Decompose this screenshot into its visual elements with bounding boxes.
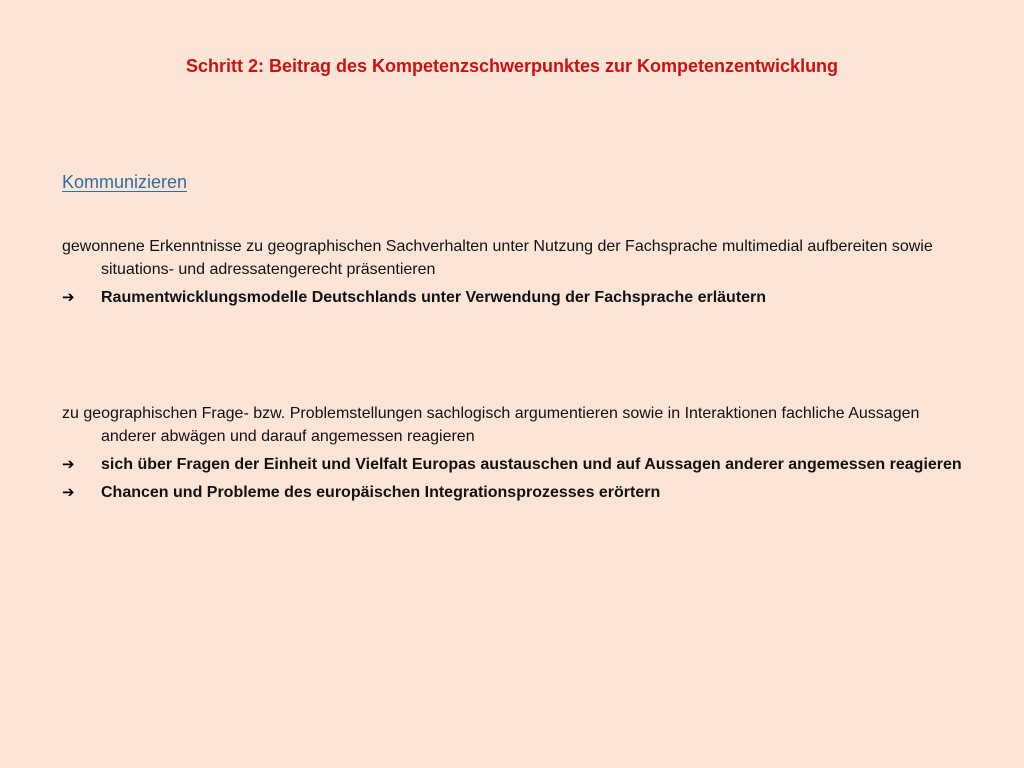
- competence-block: [62, 235, 962, 309]
- competence-text: zu geographischen Frage- bzw. Problemstellungen sachlogisch argumentieren sowie in Interaktionen fachliche Aussagen anderer abwägen und darauf angemessen reagieren: [62, 405, 920, 445]
- arrow-right-icon: ➔: [62, 484, 75, 501]
- bullet-text: sich über Fragen der Einheit und Vielfalt Europas austauschen und auf Aussagen anderer angemessen reagieren: [101, 456, 962, 473]
- bullet-item: [62, 286, 962, 309]
- competence-block: [62, 402, 962, 504]
- arrow-right-icon: ➔: [62, 289, 75, 306]
- section-heading-kommunizieren[interactable]: Kommunizieren: [62, 172, 188, 192]
- bullet-item: [62, 453, 962, 476]
- arrow-right-icon: ➔: [62, 456, 75, 473]
- competence-text: gewonnene Erkenntnisse zu geographischen Sachverhalten unter Nutzung der Fachsprache multimedial aufbereiten sowie situations- und adressatengerecht präsentieren: [62, 238, 933, 278]
- bullet-item: [62, 481, 962, 504]
- bullet-text: Raumentwicklungsmodelle Deutschlands unter Verwendung der Fachsprache erläutern: [101, 289, 767, 306]
- slide-title: Schritt 2: Beitrag des Kompetenzschwerpunktes zur Kompetenzentwicklung: [185, 56, 839, 76]
- bullet-text: Chancen und Probleme des europäischen Integrationsprozesses erörtern: [101, 484, 661, 501]
